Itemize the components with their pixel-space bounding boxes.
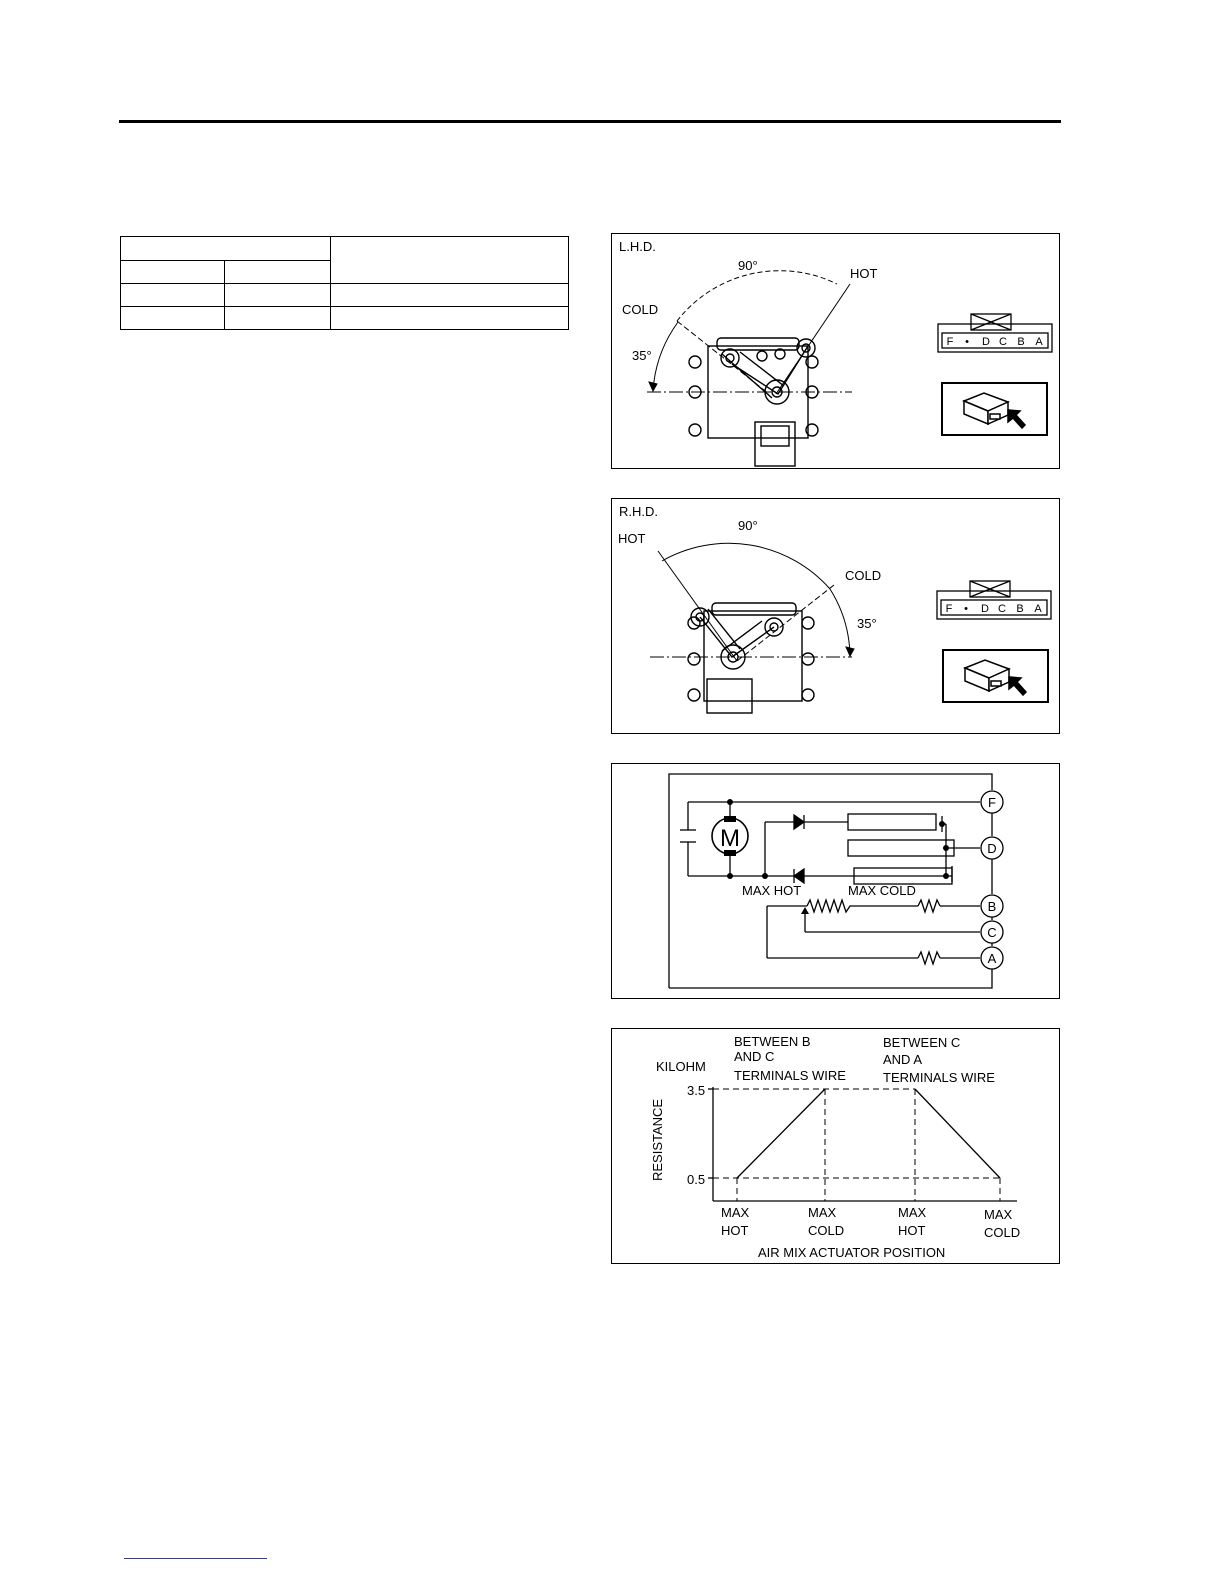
terminal-b: B <box>987 899 997 914</box>
wiper-arrow-icon <box>801 907 809 914</box>
connector-pin-blank: • <box>964 603 968 615</box>
table-cell <box>331 284 569 307</box>
connector-pin-a: A <box>1034 603 1042 615</box>
table-subheader-cell <box>121 261 225 284</box>
angle-top-label: 90° <box>738 258 758 273</box>
hot-label: HOT <box>850 266 878 281</box>
table-subheader-cell <box>225 261 331 284</box>
series-ca-label-line3: TERMINALS WIRE <box>883 1070 995 1085</box>
circuit-frame <box>669 774 992 988</box>
y-tick-label: 0.5 <box>687 1172 706 1187</box>
table-cell <box>225 284 331 307</box>
x-tick-label: MAX <box>808 1205 837 1220</box>
y-unit-label: KILOHM <box>656 1059 706 1074</box>
angle-side-label: 35° <box>632 348 652 363</box>
x-tick-label: MAX <box>721 1205 750 1220</box>
y-axis-label: RESISTANCE <box>650 1098 665 1181</box>
connector-pin-c: C <box>999 336 1007 348</box>
series-ca-label-line1: BETWEEN C <box>883 1035 961 1050</box>
motor <box>712 816 748 856</box>
terminal-d: D <box>987 841 997 856</box>
connector-pin-c: C <box>998 603 1006 615</box>
angle-top-label: 90° <box>738 518 758 533</box>
rhd-actuator-figure <box>611 498 1060 734</box>
figure-label: R.H.D. <box>619 504 658 519</box>
table-cell <box>331 307 569 330</box>
header-rule <box>119 120 1061 123</box>
table-header-cell <box>121 237 331 261</box>
connector-pin-d: D <box>982 336 990 348</box>
circuit-diagram <box>611 763 1060 999</box>
spec-table <box>120 236 569 330</box>
table-cell <box>121 307 225 330</box>
x-tick-label: COLD <box>984 1225 1021 1240</box>
table-header-cell <box>331 237 569 284</box>
cold-label: COLD <box>845 568 882 583</box>
series-bc-label-line3: TERMINALS WIRE <box>734 1068 846 1083</box>
max-cold-label: MAX COLD <box>848 883 916 898</box>
x-axis-label: AIR MIX ACTUATOR POSITION <box>758 1245 946 1260</box>
terminal-c: C <box>987 925 997 940</box>
connector-pin-blank: • <box>965 336 969 348</box>
x-tick-label: MAX <box>984 1207 1013 1222</box>
angle-side-label: 35° <box>857 616 877 631</box>
resistor-circuit <box>767 900 980 964</box>
terminal-f: F <box>988 795 996 810</box>
connector-pin-b: B <box>1016 603 1024 615</box>
connector-pin-a: A <box>1035 336 1043 348</box>
actuator-body <box>689 338 818 466</box>
x-tick-label: MAX <box>898 1205 927 1220</box>
table-cell <box>121 284 225 307</box>
table-row <box>121 284 569 307</box>
resistance-curves <box>737 1089 1000 1178</box>
x-tick-label: HOT <box>898 1223 926 1238</box>
cold-label: COLD <box>622 302 659 317</box>
resistance-graph <box>611 1028 1060 1264</box>
series-bc-label-line1: BETWEEN B <box>734 1034 811 1049</box>
diode-icons <box>794 815 804 883</box>
graph-axes <box>708 1087 1017 1201</box>
table-row <box>121 307 569 330</box>
lhd-actuator-figure <box>611 233 1060 469</box>
connector-pin-b: B <box>1017 336 1025 348</box>
connector-view-icon <box>942 383 1047 435</box>
x-tick-label: COLD <box>808 1223 845 1238</box>
series-bc-label-line2: AND C <box>734 1049 775 1064</box>
connector-pin-f: F <box>945 603 953 615</box>
max-hot-label: MAX HOT <box>742 883 802 898</box>
graph-guides <box>713 1089 1000 1201</box>
connector-pin-f: F <box>946 336 954 348</box>
table-cell <box>225 307 331 330</box>
y-tick-label: 3.5 <box>687 1083 706 1098</box>
junction-dots <box>727 799 949 879</box>
terminal-a: A <box>987 951 997 966</box>
footer-link-underline[interactable] <box>124 1558 267 1559</box>
x-tick-label: HOT <box>721 1223 749 1238</box>
hot-label: HOT <box>618 531 646 546</box>
connector-pin-d: D <box>981 603 989 615</box>
motor-symbol: M <box>720 825 740 852</box>
series-ca-label-line2: AND A <box>883 1052 923 1067</box>
figure-label: L.H.D. <box>619 239 656 254</box>
connector-view-icon <box>943 650 1048 702</box>
table-header-row <box>121 237 569 261</box>
